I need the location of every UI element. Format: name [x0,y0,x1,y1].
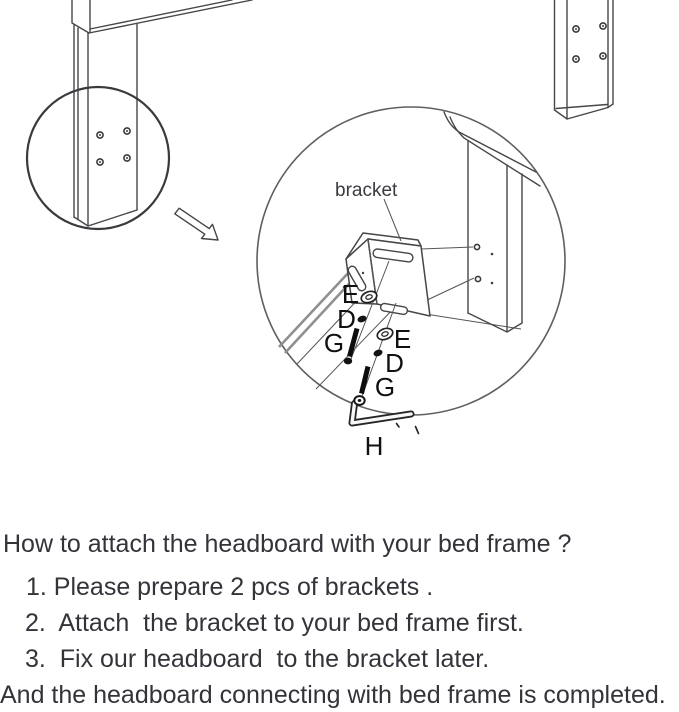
bracket-callout-label: bracket [335,180,398,201]
label-spring-washer-D-1: D [337,304,356,334]
detail-view [257,107,565,461]
instructions-heading: How to attach the headboard with your bed frame ? [3,530,572,558]
bolt-path-line-bottom [423,278,474,302]
bed-leg-detail [444,112,540,332]
label-bolt-G-2: G [374,372,396,402]
bracket-callout-leader [384,199,401,241]
instruction-step-3: 3. Fix our headboard to the bracket later. [25,645,490,673]
spring-washer-D-2 [373,348,384,357]
bolt-G-2 [362,367,369,394]
bed-frame-leg-right [555,0,614,119]
label-bolt-G-1: G [323,328,345,358]
magnifier-circle-small [27,87,169,229]
label-spring-washer-D-2: D [385,348,404,378]
leg-bolt-holes-left [97,128,130,165]
zoom-arrow [175,208,218,240]
label-allen-key-H: H [364,431,384,461]
label-washer-E-2: E [393,324,412,354]
instruction-step-1: 1. Please prepare 2 pcs of brackets . [26,573,434,601]
instruction-step-2: 2. Attach the bracket to your bed frame first. [25,609,524,637]
label-washer-E-1: E [341,279,360,309]
washer-E-2 [376,326,395,341]
headboard-leg-left [27,0,252,229]
bolt-path-line-top [421,247,473,249]
instructions-footer: And the headboard connecting with bed frame is completed. [0,681,666,709]
leg-bolt-holes-right [573,23,606,62]
